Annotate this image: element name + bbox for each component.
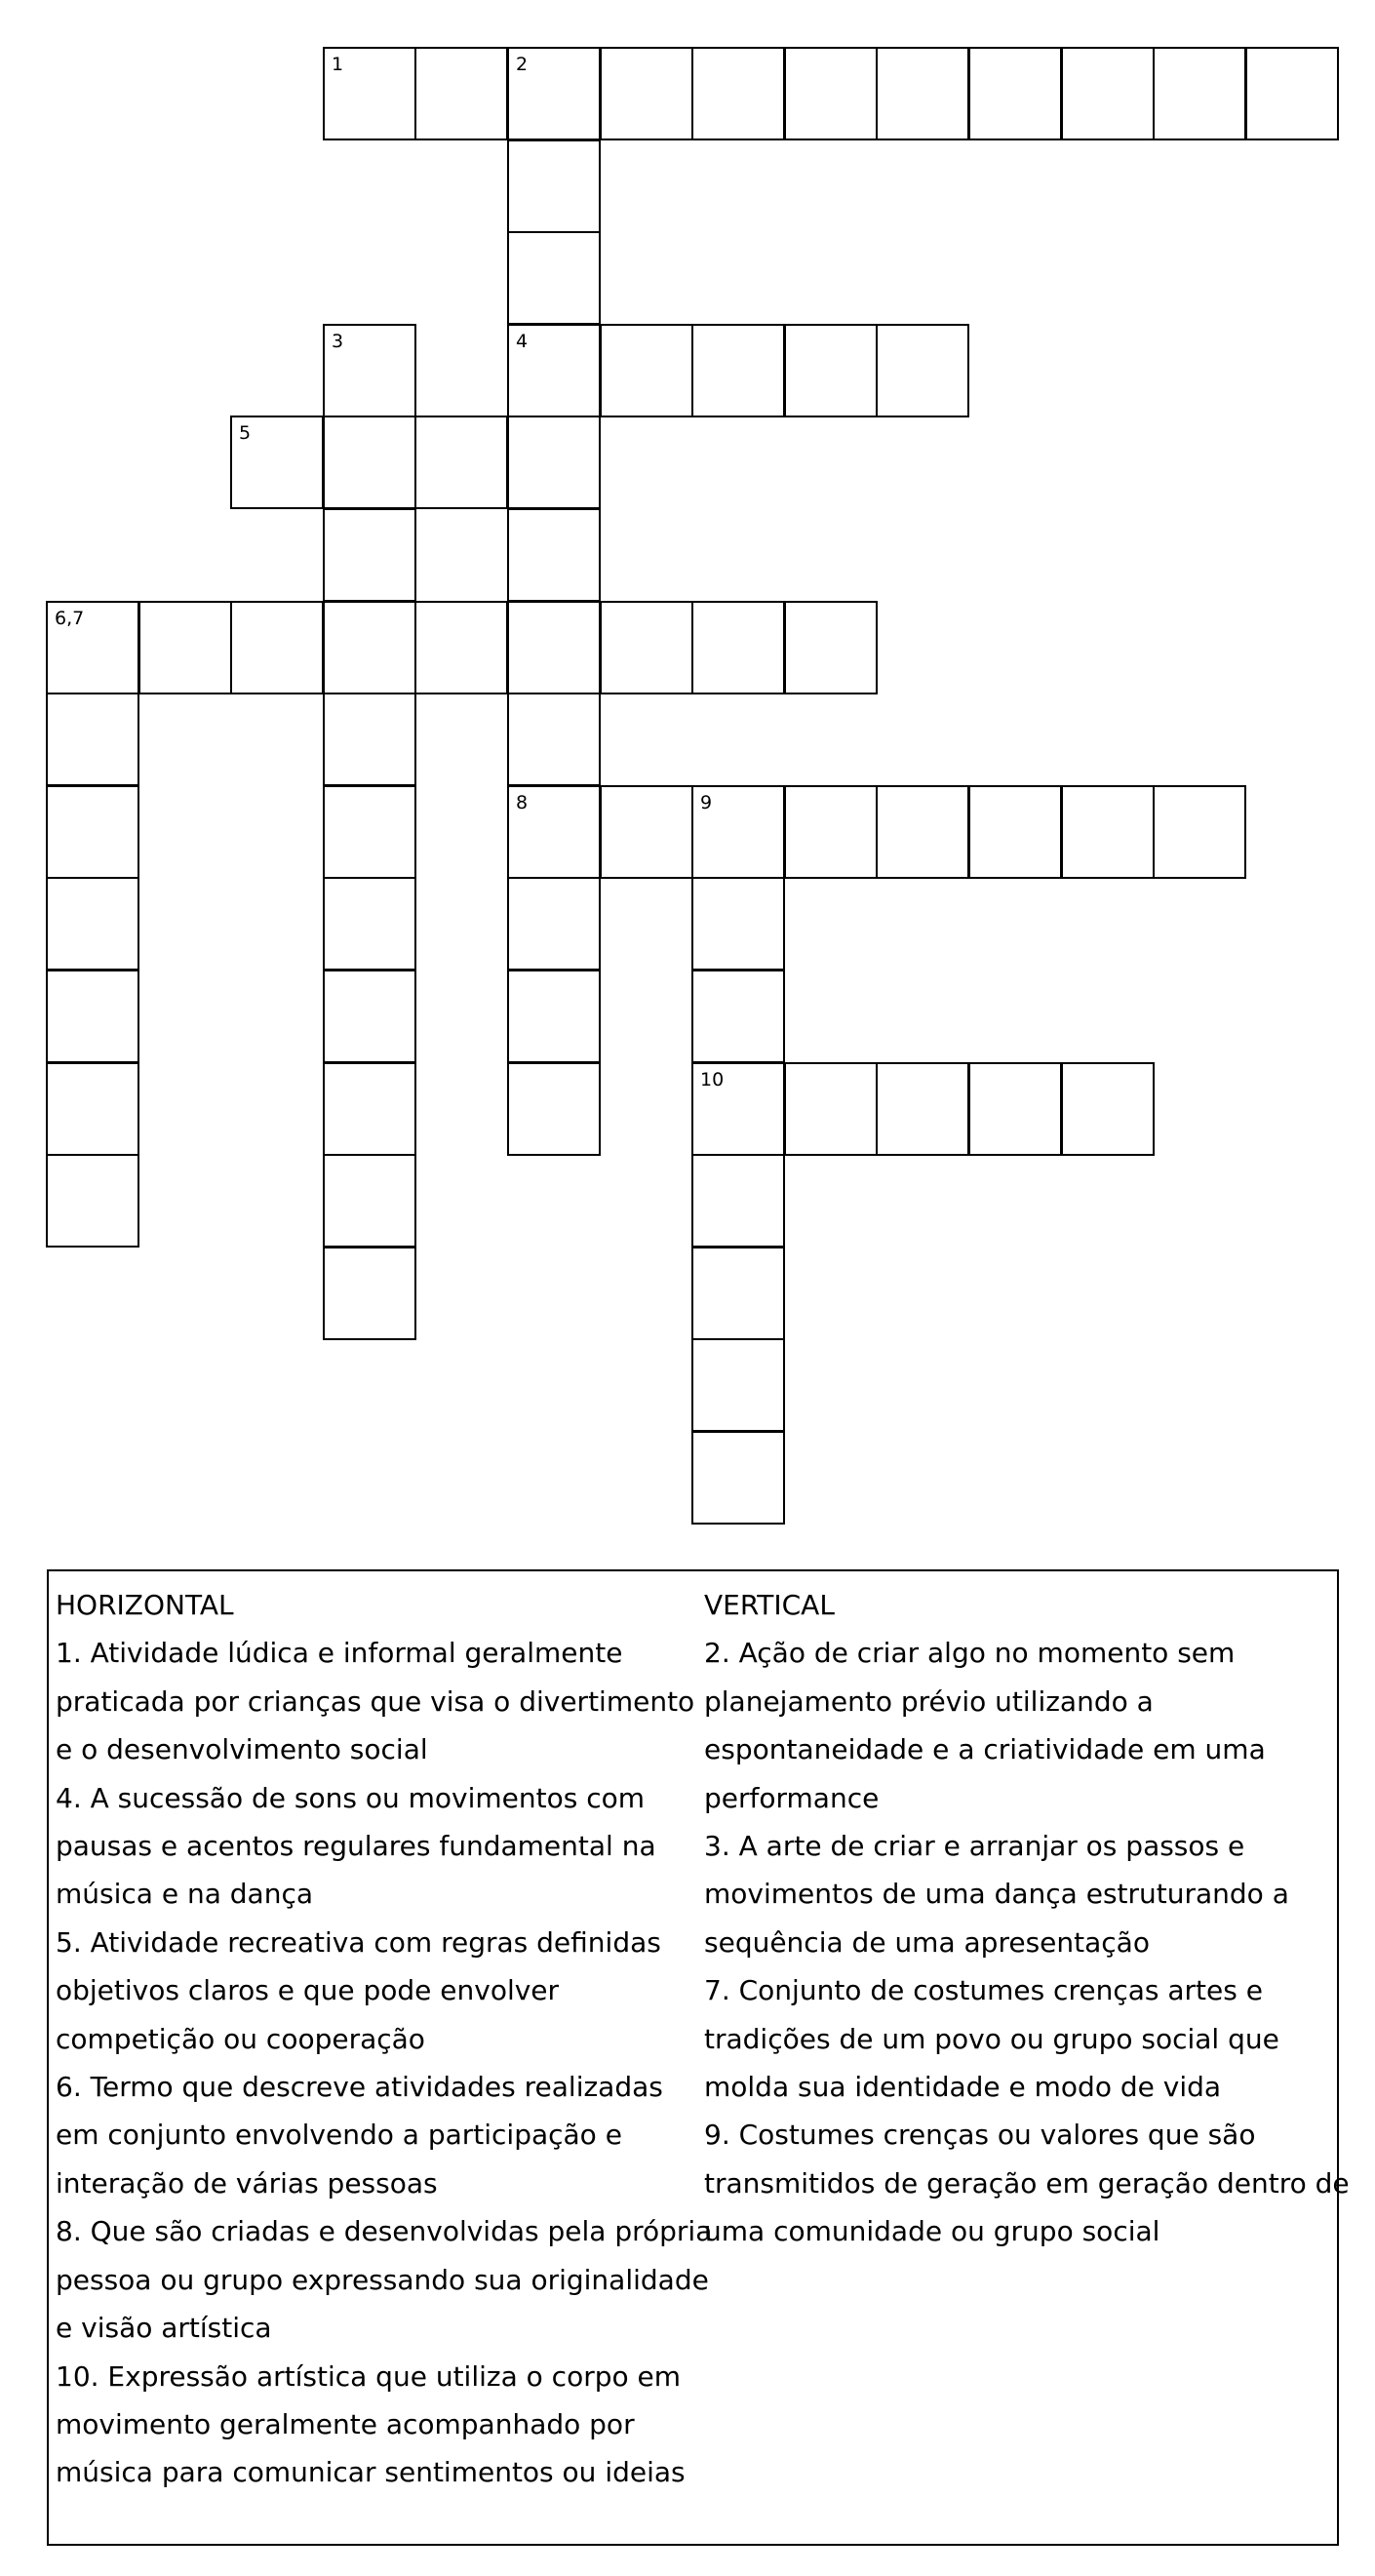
- crossword-cell[interactable]: [507, 970, 601, 1063]
- crossword-cell[interactable]: [507, 1062, 601, 1156]
- crossword-cell[interactable]: [691, 1247, 785, 1340]
- crossword-cell[interactable]: [968, 1062, 1062, 1156]
- clue-number: 2: [516, 54, 529, 75]
- vertical-heading: VERTICAL: [704, 1589, 835, 1621]
- clue-number: 8: [516, 792, 529, 813]
- clue-number: 5: [239, 422, 252, 444]
- clue-line: e visão artística: [56, 2312, 272, 2345]
- crossword-cell[interactable]: [507, 324, 601, 417]
- clue-line: praticada por crianças que visa o divertimento: [56, 1684, 695, 1718]
- clue-line: molda sua identidade e modo de vida: [704, 2071, 1222, 2104]
- crossword-cell[interactable]: [323, 47, 416, 140]
- crossword-cell[interactable]: [691, 1154, 785, 1248]
- crossword-cell[interactable]: [507, 231, 601, 325]
- crossword-cell[interactable]: [46, 785, 139, 879]
- crossword-cell[interactable]: [323, 785, 416, 879]
- crossword-cell[interactable]: [138, 601, 232, 694]
- crossword-cell[interactable]: [1245, 47, 1339, 140]
- crossword-cell[interactable]: [876, 47, 969, 140]
- crossword-cell[interactable]: [691, 1431, 785, 1525]
- clue-line: música para comunicar sentimentos ou ideias: [56, 2456, 686, 2489]
- crossword-cell[interactable]: [968, 785, 1062, 879]
- crossword-cell[interactable]: [323, 877, 416, 971]
- crossword-cell[interactable]: [323, 693, 416, 786]
- crossword-cell[interactable]: [600, 601, 693, 694]
- crossword-cell[interactable]: [876, 785, 969, 879]
- crossword-cell[interactable]: [507, 416, 601, 509]
- crossword-cell[interactable]: [600, 47, 693, 140]
- crossword-cell[interactable]: [323, 1247, 416, 1340]
- clue-line: 6. Termo que descreve atividades realizadas: [56, 2071, 663, 2104]
- crossword-cell[interactable]: [46, 1154, 139, 1248]
- crossword-cell[interactable]: [600, 324, 693, 417]
- clue-line: pessoa ou grupo expressando sua originalidade: [56, 2263, 709, 2296]
- clue-line: 9. Costumes crenças ou valores que são: [704, 2119, 1256, 2152]
- crossword-cell[interactable]: [691, 1062, 785, 1156]
- clue-box: [47, 1569, 1350, 2546]
- clue-number: 10: [700, 1069, 725, 1090]
- crossword-cell[interactable]: [414, 601, 508, 694]
- clue-line: 7. Conjunto de costumes crenças artes e: [704, 1974, 1263, 2007]
- crossword-cell[interactable]: [691, 877, 785, 971]
- clue-line: 10. Expressão artística que utiliza o corpo em: [56, 2359, 682, 2393]
- clue-line: interação de várias pessoas: [56, 2166, 438, 2200]
- crossword-cell[interactable]: [414, 416, 508, 509]
- clue-line: 8. Que são criadas e desenvolvidas pela própria: [56, 2215, 713, 2248]
- clue-line: movimento geralmente acompanhado por: [56, 2407, 635, 2440]
- clue-line: 5. Atividade recreativa com regras definidas: [56, 1925, 661, 1959]
- crossword-cell[interactable]: [507, 877, 601, 971]
- crossword-cell[interactable]: [1153, 47, 1246, 140]
- crossword-cell[interactable]: [323, 324, 416, 417]
- clue-line: e o desenvolvimento social: [56, 1733, 428, 1766]
- crossword-cell[interactable]: [876, 1062, 969, 1156]
- clue-number: 6,7: [55, 608, 85, 629]
- crossword-cell[interactable]: [507, 47, 601, 140]
- crossword-cell[interactable]: [414, 47, 508, 140]
- crossword-cell[interactable]: [600, 785, 693, 879]
- crossword-cell[interactable]: [691, 601, 785, 694]
- horizontal-heading: HORIZONTAL: [56, 1589, 234, 1621]
- clue-line: em conjunto envolvendo a participação e: [56, 2119, 622, 2152]
- crossword-cell[interactable]: [507, 693, 601, 786]
- crossword-cell[interactable]: [1061, 47, 1155, 140]
- crossword-cell[interactable]: [1153, 785, 1246, 879]
- crossword-cell[interactable]: [46, 601, 139, 694]
- crossword-cell[interactable]: [46, 1062, 139, 1156]
- crossword-cell[interactable]: [784, 324, 878, 417]
- clue-line: planejamento prévio utilizando a: [704, 1684, 1154, 1718]
- clue-number: 9: [700, 792, 713, 813]
- clue-line: uma comunidade ou grupo social: [704, 2215, 1160, 2248]
- clue-number: 3: [332, 331, 344, 352]
- crossword-cell[interactable]: [507, 139, 601, 233]
- clue-line: competição ou cooperação: [56, 2022, 425, 2055]
- crossword-cell[interactable]: [691, 785, 785, 879]
- crossword-cell[interactable]: [784, 601, 878, 694]
- crossword-cell[interactable]: [230, 416, 324, 509]
- clue-line: tradições de um povo ou grupo social que: [704, 2022, 1279, 2055]
- clue-line: performance: [704, 1781, 880, 1814]
- clue-line: 4. A sucessão de sons ou movimentos com: [56, 1781, 646, 1814]
- crossword-cell[interactable]: [507, 601, 601, 694]
- horizontal-clues: [56, 1581, 713, 2497]
- clue-line: música e na dança: [56, 1878, 314, 1911]
- clue-line: 1. Atividade lúdica e informal geralmente: [56, 1637, 623, 1670]
- clue-line: espontaneidade e a criatividade em uma: [704, 1733, 1266, 1766]
- crossword-cell[interactable]: [46, 693, 139, 786]
- crossword-cell[interactable]: [691, 1338, 785, 1432]
- crossword-cell[interactable]: [784, 47, 878, 140]
- crossword-cell[interactable]: [323, 970, 416, 1063]
- clue-number: 1: [332, 54, 344, 75]
- crossword-cell[interactable]: [691, 324, 785, 417]
- crossword-cell[interactable]: [46, 877, 139, 971]
- crossword-cell[interactable]: [230, 601, 324, 694]
- crossword-cell[interactable]: [46, 970, 139, 1063]
- crossword-cell[interactable]: [323, 601, 416, 694]
- clue-line: 3. A arte de criar e arranjar os passos e: [704, 1830, 1245, 1863]
- crossword-cell[interactable]: [507, 508, 601, 602]
- clue-line: movimentos de uma dança estruturando a: [704, 1878, 1289, 1911]
- crossword-cell[interactable]: [1061, 1062, 1155, 1156]
- clue-line: objetivos claros e que pode envolver: [56, 1974, 560, 2007]
- vertical-clues: [704, 1581, 1350, 2256]
- crossword-cell[interactable]: [1061, 785, 1155, 879]
- crossword-cell[interactable]: [323, 1154, 416, 1248]
- clue-line: sequência de uma apresentação: [704, 1925, 1150, 1959]
- crossword-cell[interactable]: [691, 970, 785, 1063]
- crossword-cell[interactable]: [507, 785, 601, 879]
- crossword-cell[interactable]: [784, 785, 878, 879]
- clue-line: 2. Ação de criar algo no momento sem: [704, 1637, 1236, 1670]
- crossword-cell[interactable]: [784, 1062, 878, 1156]
- clue-line: transmitidos de geração em geração dentro de: [704, 2166, 1350, 2200]
- crossword-cell[interactable]: [323, 508, 416, 602]
- crossword-cell[interactable]: [323, 1062, 416, 1156]
- clue-line: pausas e acentos regulares fundamental na: [56, 1830, 656, 1863]
- crossword-cell[interactable]: [323, 416, 416, 509]
- crossword-cell[interactable]: [968, 47, 1062, 140]
- clue-number: 4: [516, 331, 529, 352]
- crossword-cell[interactable]: [691, 47, 785, 140]
- crossword-cell[interactable]: [876, 324, 969, 417]
